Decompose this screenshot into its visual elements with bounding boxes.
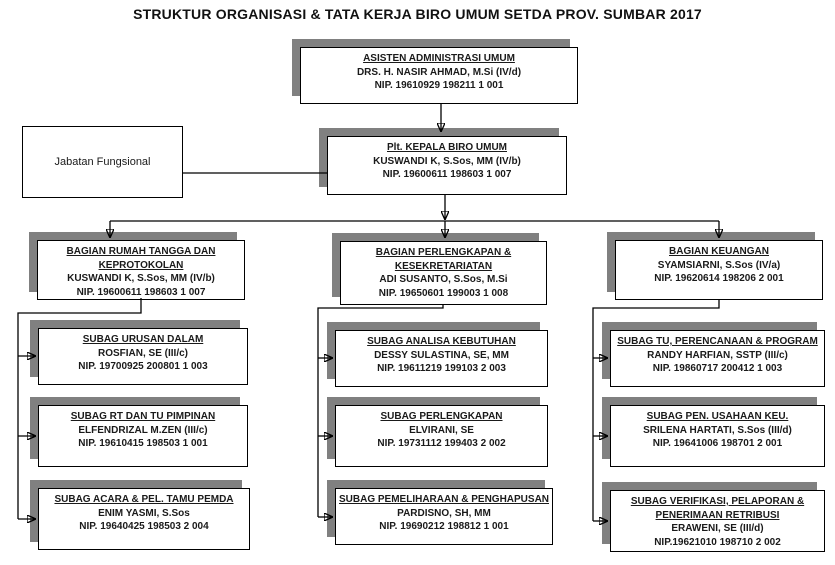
position-title: BAGIAN RUMAH TANGGA DAN KEPROTOKOLAN (66, 246, 216, 271)
person-nip: NIP. 19640425 198503 2 004 (79, 521, 209, 532)
org-box-subag-analisa-kebutuhan (335, 330, 548, 387)
person-nip: NIP. 19650601 199003 1 008 (378, 287, 509, 299)
person-nip: NIP. 19611219 199103 2 003 (377, 363, 506, 374)
org-box-subag-tu-perencanaan (610, 330, 825, 387)
org-box-subag-pemeliharaan (335, 488, 553, 545)
person-nip: NIP. 19860717 200412 1 003 (652, 363, 783, 374)
position-title: SUBAG VERIFIKASI, PELAPORAN & PENERIMAAN RETRIBUSI (630, 496, 805, 521)
person-name: DRS. H. NASIR AHMAD, M.Si (IV/d) (356, 66, 522, 78)
org-box-subag-rt-tu-pimpinan (38, 405, 248, 467)
org-box-bagian-rumah-tangga (37, 240, 245, 300)
position-title: SUBAG ANALISA KEBUTUHAN (367, 336, 516, 347)
position-title: Plt. KEPALA BIRO UMUM (387, 142, 507, 153)
person-name: SRILENA HARTATI, S.Sos (III/d) (643, 424, 792, 436)
person-nip: NIP. 19690212 198812 1 001 (379, 521, 509, 532)
org-box-jabatan-fungsional (22, 126, 183, 198)
position-title: SUBAG PEMELIHARAAN & PENGHAPUSAN (339, 494, 550, 505)
position-title: SUBAG URUSAN DALAM (82, 334, 204, 345)
person-nip: NIP. 19610929 198211 1 001 (374, 80, 504, 91)
position-title: BAGIAN PERLENGKAPAN & KESEKRETARIATAN (375, 247, 512, 272)
person-name: ENIM YASMI, S.Sos (98, 507, 190, 519)
person-name: ELFENDRIZAL M.ZEN (III/c) (78, 424, 208, 436)
person-nip: NIP. 19600611 198603 1 007 (76, 286, 206, 298)
org-box-asisten-administrasi-umum (300, 47, 578, 104)
person-name: KUSWANDI K, S.Sos, MM (IV/b) (67, 273, 215, 284)
person-nip: NIP. 19610415 198503 1 001 (78, 438, 208, 449)
position-title: BAGIAN KEUANGAN (669, 246, 769, 257)
org-box-subag-verifikasi (610, 490, 825, 552)
person-name: ROSFIAN, SE (III/c) (97, 347, 188, 359)
person-nip: NIP. 19620614 198206 2 001 (654, 273, 784, 284)
org-box-subag-acara-tamu (38, 488, 250, 550)
org-box-subag-urusan-dalam (38, 328, 248, 385)
person-nip: NIP. 19700925 200801 1 003 (78, 361, 208, 372)
person-name: ADI SUSANTO, S.Sos, M.Si (379, 274, 508, 285)
person-nip: NIP. 19641006 198701 2 001 (652, 438, 783, 449)
position-title: SUBAG ACARA & PEL. TAMU PEMDA (54, 494, 234, 505)
position-title: SUBAG PEN. USAHAAN KEU. (646, 411, 789, 422)
person-name: RANDY HARFIAN, SSTP (III/c) (647, 349, 788, 361)
org-box-bagian-perlengkapan (340, 241, 547, 305)
person-name: KUSWANDI K, S.Sos, MM (IV/b) (373, 155, 521, 167)
person-nip: NIP. 19731112 199403 2 002 (377, 438, 506, 449)
position-title: SUBAG PERLENGKAPAN (380, 411, 503, 422)
person-nip: NIP.19621010 198710 2 002 (654, 536, 781, 548)
page-title: STRUKTUR ORGANISASI & TATA KERJA BIRO UMUM SETDA PROV. SUMBAR 2017 (133, 6, 702, 22)
person-name: ELVIRANI, SE (409, 424, 474, 436)
org-box-kepala-biro-umum (327, 136, 567, 195)
org-box-subag-pen-usahaan (610, 405, 825, 467)
person-name: PARDISNO, SH, MM (397, 507, 491, 519)
position-title: Jabatan Fungsional (54, 156, 151, 168)
position-title: ASISTEN ADMINISTRASI UMUM (363, 53, 515, 64)
position-title: SUBAG TU, PERENCANAAN & PROGRAM (617, 336, 818, 347)
person-name: SYAMSIARNI, S.Sos (IV/a) (657, 259, 781, 271)
person-nip: NIP. 19600611 198603 1 007 (382, 169, 512, 180)
org-box-subag-perlengkapan (335, 405, 548, 467)
person-name: ERAWENI, SE (III/d) (671, 523, 764, 534)
org-box-bagian-keuangan (615, 240, 823, 300)
person-name: DESSY SULASTINA, SE, MM (374, 349, 509, 361)
position-title: SUBAG RT DAN TU PIMPINAN (70, 411, 216, 422)
